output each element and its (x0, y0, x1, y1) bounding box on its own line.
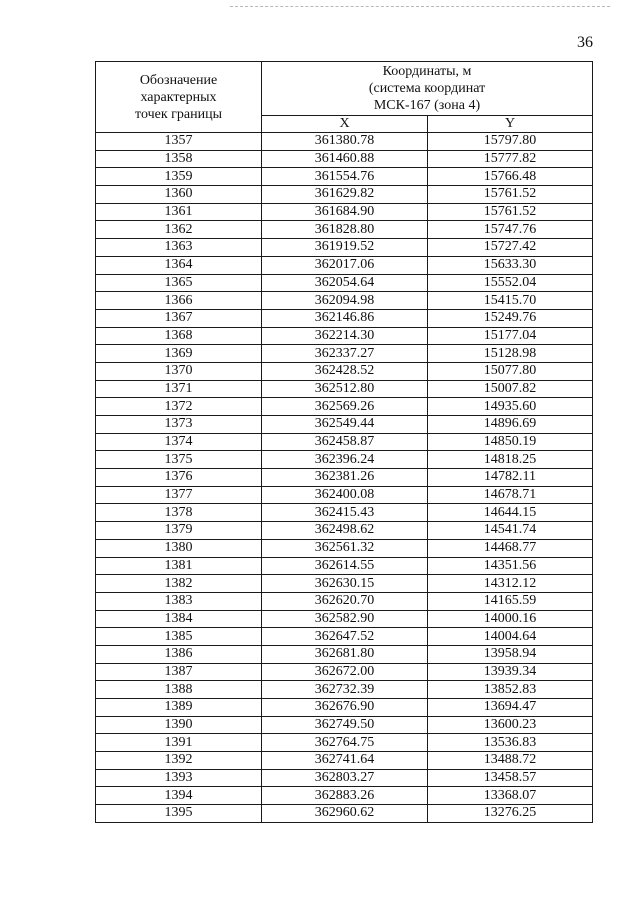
point-id-cell: 1370 (96, 362, 262, 380)
table-row (96, 380, 593, 398)
table-row (96, 256, 593, 274)
point-id-cell: 1380 (96, 539, 262, 557)
header-coords-line-2: (система координат (368, 81, 486, 96)
x-coordinate-cell: 361684.90 (262, 203, 428, 221)
table-row (96, 539, 593, 557)
table-row (96, 592, 593, 610)
table-row (96, 469, 593, 487)
x-coordinate-cell: 362620.70 (262, 592, 428, 610)
point-id-cell: 1390 (96, 716, 262, 734)
y-coordinate-cell: 15177.04 (428, 327, 593, 345)
x-coordinate-cell: 362498.62 (262, 522, 428, 540)
header-coords-line-1: Координаты, м (382, 64, 472, 79)
y-coordinate-cell: 15552.04 (428, 274, 593, 292)
point-id-cell: 1378 (96, 504, 262, 522)
x-coordinate-cell: 362630.15 (262, 575, 428, 593)
coordinates-table (95, 61, 593, 823)
point-id-cell: 1366 (96, 292, 262, 310)
y-coordinate-cell: 13939.34 (428, 663, 593, 681)
x-coordinate-cell: 362883.26 (262, 787, 428, 805)
point-id-cell: 1371 (96, 380, 262, 398)
x-coordinate-cell: 362582.90 (262, 610, 428, 628)
table-row (96, 239, 593, 257)
x-coordinate-cell: 362960.62 (262, 805, 428, 823)
table-row (96, 734, 593, 752)
x-coordinate-cell: 362214.30 (262, 327, 428, 345)
x-coordinate-cell: 362569.26 (262, 398, 428, 416)
header-y: Y (428, 116, 593, 133)
point-id-cell: 1382 (96, 575, 262, 593)
x-coordinate-cell: 362749.50 (262, 716, 428, 734)
x-coordinate-cell: 361919.52 (262, 239, 428, 257)
table-row (96, 203, 593, 221)
table-row (96, 575, 593, 593)
y-coordinate-cell: 13694.47 (428, 699, 593, 717)
y-coordinate-cell: 13958.94 (428, 645, 593, 663)
table-row (96, 398, 593, 416)
point-id-cell: 1368 (96, 327, 262, 345)
point-id-cell: 1394 (96, 787, 262, 805)
y-coordinate-cell: 14896.69 (428, 416, 593, 434)
y-coordinate-cell: 14935.60 (428, 398, 593, 416)
y-coordinate-cell: 13536.83 (428, 734, 593, 752)
point-id-cell: 1381 (96, 557, 262, 575)
table-row (96, 451, 593, 469)
header-point-line-3: точек границы (135, 106, 222, 122)
header-point-line-2: характерных (140, 89, 217, 105)
y-coordinate-cell: 14644.15 (428, 504, 593, 522)
x-coordinate-cell: 362614.55 (262, 557, 428, 575)
point-id-cell: 1360 (96, 186, 262, 204)
table-row (96, 504, 593, 522)
point-id-cell: 1367 (96, 309, 262, 327)
table-row (96, 769, 593, 787)
point-id-cell: 1374 (96, 433, 262, 451)
point-id-cell: 1389 (96, 699, 262, 717)
x-coordinate-cell: 362337.27 (262, 345, 428, 363)
x-coordinate-cell: 362428.52 (262, 362, 428, 380)
page-number: 36 (577, 34, 593, 51)
point-id-cell: 1384 (96, 610, 262, 628)
table-row (96, 433, 593, 451)
y-coordinate-cell: 14541.74 (428, 522, 593, 540)
x-coordinate-cell: 362672.00 (262, 663, 428, 681)
point-id-cell: 1391 (96, 734, 262, 752)
point-id-cell: 1373 (96, 416, 262, 434)
point-id-cell: 1362 (96, 221, 262, 239)
header-coords-line-3: МСК-167 (зона 4) (373, 98, 481, 113)
table-row (96, 274, 593, 292)
x-coordinate-cell: 362512.80 (262, 380, 428, 398)
point-id-cell: 1388 (96, 681, 262, 699)
point-id-cell: 1393 (96, 769, 262, 787)
x-coordinate-cell: 362681.80 (262, 645, 428, 663)
y-coordinate-cell: 15128.98 (428, 345, 593, 363)
table-row (96, 805, 593, 823)
y-coordinate-cell: 13276.25 (428, 805, 593, 823)
x-coordinate-cell: 362676.90 (262, 699, 428, 717)
point-id-cell: 1361 (96, 203, 262, 221)
table-body (96, 133, 593, 823)
point-id-cell: 1372 (96, 398, 262, 416)
y-coordinate-cell: 15747.76 (428, 221, 593, 239)
y-coordinate-cell: 15249.76 (428, 309, 593, 327)
point-id-cell: 1375 (96, 451, 262, 469)
x-coordinate-cell: 362146.86 (262, 309, 428, 327)
point-id-cell: 1379 (96, 522, 262, 540)
x-coordinate-cell: 362647.52 (262, 628, 428, 646)
x-coordinate-cell: 362054.64 (262, 274, 428, 292)
table-row (96, 362, 593, 380)
y-coordinate-cell: 15766.48 (428, 168, 593, 186)
x-coordinate-cell: 362381.26 (262, 469, 428, 487)
point-id-cell: 1392 (96, 752, 262, 770)
y-coordinate-cell: 13458.57 (428, 769, 593, 787)
y-coordinate-cell: 15761.52 (428, 203, 593, 221)
table-row (96, 557, 593, 575)
point-id-cell: 1359 (96, 168, 262, 186)
table-row (96, 699, 593, 717)
y-coordinate-cell: 14468.77 (428, 539, 593, 557)
x-coordinate-cell: 362017.06 (262, 256, 428, 274)
header-point-line-1: Обозначение (139, 72, 218, 88)
x-coordinate-cell: 361380.78 (262, 133, 428, 151)
y-coordinate-cell: 14004.64 (428, 628, 593, 646)
point-id-cell: 1365 (96, 274, 262, 292)
y-coordinate-cell: 14678.71 (428, 486, 593, 504)
y-coordinate-cell: 15797.80 (428, 133, 593, 151)
x-coordinate-cell: 361554.76 (262, 168, 428, 186)
table-row (96, 309, 593, 327)
x-coordinate-cell: 362561.32 (262, 539, 428, 557)
table-row (96, 186, 593, 204)
x-coordinate-cell: 361460.88 (262, 150, 428, 168)
y-coordinate-cell: 14000.16 (428, 610, 593, 628)
table-row (96, 292, 593, 310)
point-id-cell: 1385 (96, 628, 262, 646)
y-coordinate-cell: 13488.72 (428, 752, 593, 770)
table-row (96, 345, 593, 363)
point-id-cell: 1357 (96, 133, 262, 151)
y-coordinate-cell: 15415.70 (428, 292, 593, 310)
point-id-cell: 1363 (96, 239, 262, 257)
table-row (96, 133, 593, 151)
point-id-cell: 1383 (96, 592, 262, 610)
y-coordinate-cell: 14782.11 (428, 469, 593, 487)
y-coordinate-cell: 14850.19 (428, 433, 593, 451)
x-coordinate-cell: 362396.24 (262, 451, 428, 469)
x-coordinate-cell: 362415.43 (262, 504, 428, 522)
table-row (96, 610, 593, 628)
y-coordinate-cell: 14165.59 (428, 592, 593, 610)
table-row (96, 663, 593, 681)
y-coordinate-cell: 15777.82 (428, 150, 593, 168)
y-coordinate-cell: 14312.12 (428, 575, 593, 593)
y-coordinate-cell: 14818.25 (428, 451, 593, 469)
table-row (96, 221, 593, 239)
point-id-cell: 1364 (96, 256, 262, 274)
point-id-cell: 1369 (96, 345, 262, 363)
x-coordinate-cell: 361629.82 (262, 186, 428, 204)
table-row (96, 787, 593, 805)
header-point-designation (96, 62, 262, 133)
table-row (96, 168, 593, 186)
x-coordinate-cell: 362458.87 (262, 433, 428, 451)
x-coordinate-cell: 362741.64 (262, 752, 428, 770)
table-row (96, 645, 593, 663)
x-coordinate-cell: 362764.75 (262, 734, 428, 752)
x-coordinate-cell: 362549.44 (262, 416, 428, 434)
y-coordinate-cell: 13600.23 (428, 716, 593, 734)
table-row (96, 681, 593, 699)
y-coordinate-cell: 15761.52 (428, 186, 593, 204)
table-row (96, 327, 593, 345)
point-id-cell: 1377 (96, 486, 262, 504)
x-coordinate-cell: 362732.39 (262, 681, 428, 699)
table-row (96, 716, 593, 734)
header-coordinates (262, 62, 593, 116)
y-coordinate-cell: 15633.30 (428, 256, 593, 274)
point-id-cell: 1358 (96, 150, 262, 168)
x-coordinate-cell: 361828.80 (262, 221, 428, 239)
y-coordinate-cell: 15727.42 (428, 239, 593, 257)
table-row (96, 752, 593, 770)
table-row (96, 150, 593, 168)
point-id-cell: 1395 (96, 805, 262, 823)
y-coordinate-cell: 13852.83 (428, 681, 593, 699)
point-id-cell: 1387 (96, 663, 262, 681)
y-coordinate-cell: 14351.56 (428, 557, 593, 575)
header-x: X (262, 116, 428, 133)
x-coordinate-cell: 362094.98 (262, 292, 428, 310)
x-coordinate-cell: 362400.08 (262, 486, 428, 504)
y-coordinate-cell: 15007.82 (428, 380, 593, 398)
table-row (96, 522, 593, 540)
x-coordinate-cell: 362803.27 (262, 769, 428, 787)
table-row (96, 628, 593, 646)
table-row (96, 486, 593, 504)
table-row (96, 416, 593, 434)
y-coordinate-cell: 15077.80 (428, 362, 593, 380)
point-id-cell: 1376 (96, 469, 262, 487)
top-rule (230, 6, 610, 7)
point-id-cell: 1386 (96, 645, 262, 663)
y-coordinate-cell: 13368.07 (428, 787, 593, 805)
